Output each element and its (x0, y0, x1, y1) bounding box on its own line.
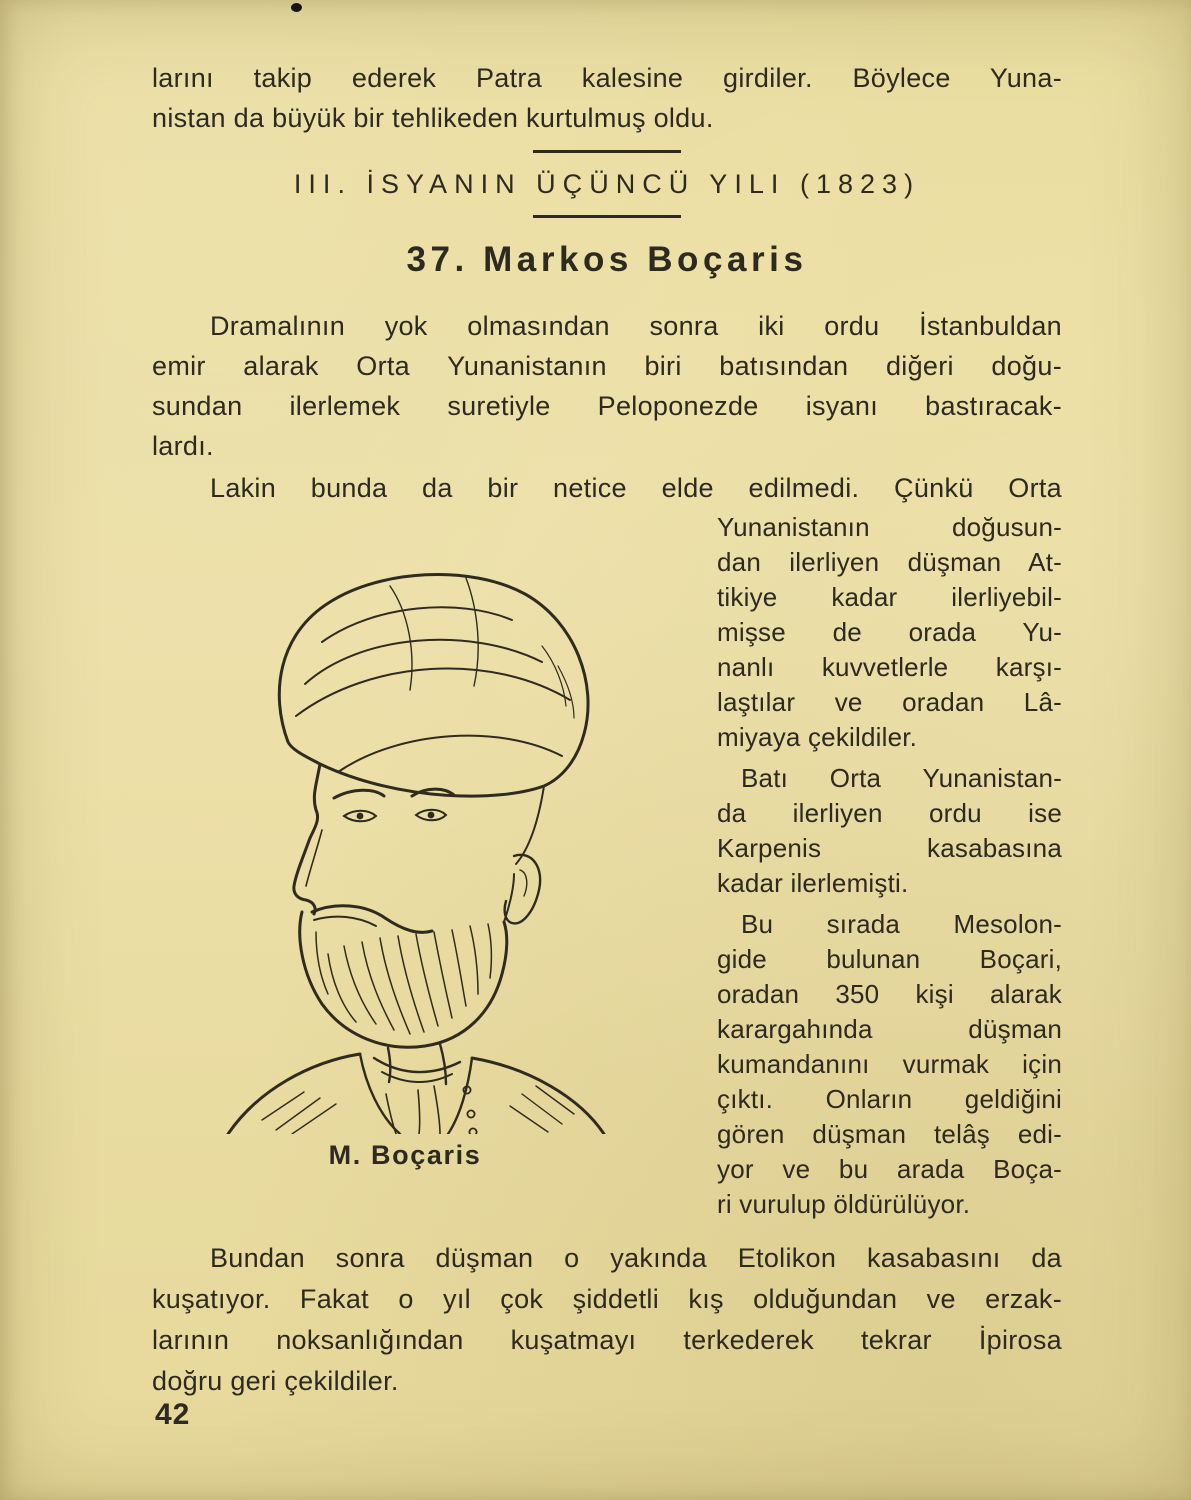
scan-artifact-speck (291, 3, 302, 12)
text-line: oradan 350 kişi alarak (717, 979, 1062, 1009)
text-line: laştılar ve oradan Lâ- (717, 687, 1062, 717)
text-line: miyaya çekildiler. (717, 722, 918, 752)
portrait-engraving-markos-bocaris (170, 534, 640, 1134)
text-line: kumandanını vurmak için (717, 1049, 1062, 1079)
text-line: emir alarak Orta Yunanistanın biri batısından diğeri doğu- (152, 351, 1062, 381)
text-line: Bundan sonra düşman o yakında Etolikon kasabasını da (210, 1243, 1062, 1273)
paragraph-5 (152, 1238, 1062, 1402)
figure-and-text-row (152, 510, 1062, 1222)
text-line: karargahında düşman (717, 1014, 1062, 1044)
text-line: lardı. (152, 431, 214, 461)
page-number: 42 (155, 1398, 191, 1431)
text-line: mişse de orada Yu- (717, 617, 1062, 647)
text-line: ri vurulup öldürülüyor. (717, 1189, 971, 1219)
text-line: nanlı kuvvetlerle karşı- (717, 652, 1062, 682)
chapter-subheading: 37. Markos Boçaris (406, 240, 808, 279)
text-line: sundan ilerlemek suretiyle Peloponezde isyanı bastıracak- (152, 391, 1062, 421)
text-line: dan ilerliyen düşman At- (717, 547, 1062, 577)
paragraph-3 (717, 761, 1062, 901)
intro-paragraph (152, 58, 1062, 138)
paragraph-1 (152, 306, 1062, 466)
text-line: kuşatıyor. Fakat o yıl çok şiddetli kış olduğundan ve erzak- (152, 1284, 1062, 1314)
right-text-column (672, 510, 1062, 1222)
text-line: gören düşman telâş edi- (717, 1119, 1062, 1149)
section-divider-bottom (533, 215, 681, 218)
text-line: Dramalının yok olmasından sonra iki ordu İstanbuldan (210, 311, 1062, 341)
text-line: Lakin bunda da bir netice elde edilmedi. Çünkü Orta (210, 473, 1062, 503)
text-line: larının noksanlığından kuşatmayı terkederek tekrar İpirosa (152, 1325, 1062, 1355)
paragraph-4 (717, 907, 1062, 1222)
text-line: Batı Orta Yunanistan- (741, 763, 1062, 793)
page-content (152, 58, 1062, 1402)
text-line: larını takip ederek Patra kalesine girdiler. Böylece Yuna- (152, 63, 1062, 93)
paragraph-2-continued (717, 510, 1062, 755)
text-line: da ilerliyen ordu ise (717, 798, 1062, 828)
text-line: yor ve bu arada Boça- (717, 1154, 1062, 1184)
text-line: Yunanistanın doğusun- (717, 512, 1062, 542)
text-line: Bu sırada Mesolon- (741, 909, 1062, 939)
text-line: çıktı. Onların geldiğini (717, 1084, 1062, 1114)
figure-caption: M. Boçaris (328, 1140, 482, 1170)
text-line: nistan da büyük bir tehlikeden kurtulmuş oldu. (152, 103, 714, 133)
paragraph-2-lead (152, 468, 1062, 508)
text-line: tikiye kadar ilerliyebil- (717, 582, 1062, 612)
section-heading: III. İSYANIN ÜÇÜNCÜ YILI (1823) (293, 169, 921, 199)
text-line: gide bulunan Boçari, (717, 944, 1062, 974)
text-line: Karpenis kasabasına (717, 833, 1062, 863)
text-line: doğru geri çekildiler. (152, 1366, 399, 1396)
figure-block (152, 510, 672, 1222)
section-divider-top (533, 150, 681, 153)
text-line: kadar ilerlemişti. (717, 868, 909, 898)
